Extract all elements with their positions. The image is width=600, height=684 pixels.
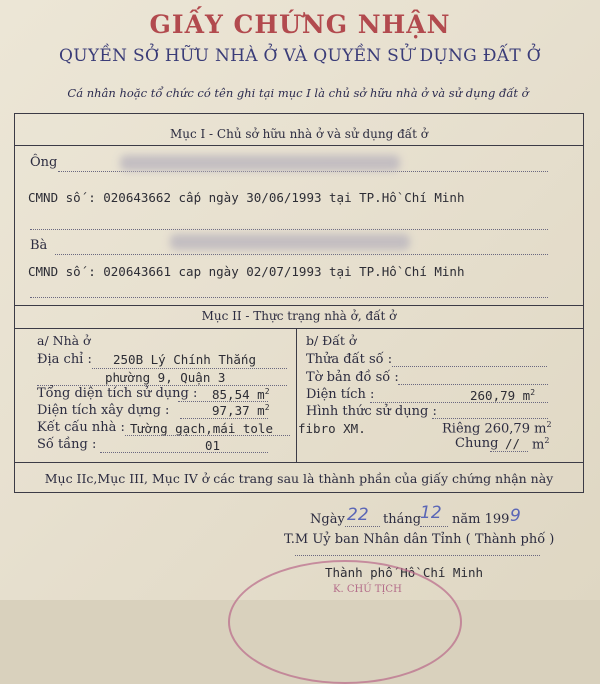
dotted-line (370, 402, 548, 403)
land-heading: b/ Đất ở (306, 333, 357, 348)
owner-2-id: CMND số : 020643661 cap ngày 02/07/1993 tại TP.Hồ Chí Minh (28, 264, 465, 279)
dotted-line (30, 229, 548, 230)
footer-note: Mục IIc,Mục III, Mục IV ở các trang sau là thành phần của giấy chứng nhận này (44, 471, 554, 486)
city-name: Thành phố Hồ Chí Minh (325, 565, 484, 580)
shared-area-unit: $m^2$ (532, 436, 550, 453)
redacted-name (170, 234, 410, 250)
address-label: Địa chỉ : (37, 352, 92, 367)
dotted-line (55, 254, 548, 255)
dotted-line (125, 435, 290, 436)
divider (14, 305, 584, 306)
year-prefix: năm 199 (452, 512, 510, 527)
date-prefix: Ngày (310, 512, 345, 527)
date-month: 12 (420, 503, 442, 523)
house-heading: a/ Nhà ở (37, 333, 91, 348)
section-2-title: Mục II - Thực trạng nhà ở, đất ở (201, 309, 397, 323)
intro-text: Cá nhân hoặc tổ chức có tên ghi tại mục I là chủ sở hữu nhà ở và sử dụng đất ở (67, 86, 529, 100)
parcel-label: Thửa đất số : (306, 352, 393, 367)
owner-1-label: Ông (30, 155, 58, 170)
divider (14, 145, 584, 146)
dotted-line (92, 368, 287, 369)
total-area-value: 85,54 $m^2$ (212, 387, 270, 403)
owner-2-label: Bà (30, 238, 48, 253)
dotted-line (490, 451, 528, 452)
floors-value: 01 (205, 438, 221, 453)
dotted-line (398, 384, 548, 385)
dotted-line (345, 526, 380, 527)
dotted-line (100, 452, 268, 453)
document-title: GIẤY CHỨNG NHẬN (149, 10, 451, 39)
land-area-label: Diện tích : (306, 387, 375, 402)
divider (14, 328, 584, 329)
floors-label: Số tầng : (37, 437, 97, 452)
dotted-line (420, 526, 448, 527)
dotted-line (58, 171, 548, 172)
address-line-2: phường 9, Quận 3 (105, 370, 226, 385)
usage-label: Hình thức sử dụng : (306, 404, 437, 419)
month-prefix: tháng (383, 512, 422, 527)
document-subtitle: QUYỀN SỞ HỮU NHÀ Ở VÀ QUYỀN SỬ DỤNG ĐẤT Ở (59, 46, 541, 66)
built-area-value: 97,37 $m^2$ (212, 403, 270, 419)
authority: T.M Uỷ ban Nhân dân Tỉnh ( Thành phố ) (284, 532, 555, 547)
dotted-line (180, 418, 268, 419)
shared-area-label: Chung (455, 436, 499, 451)
redacted-name (120, 155, 400, 171)
structure-value: Tường gạch,mái tole (130, 421, 273, 436)
map-sheet-label: Tờ bản đồ số : (306, 370, 399, 385)
structure-label: Kết cấu nhà : (37, 420, 125, 435)
official-seal (228, 560, 462, 684)
total-area-label: Tổng diện tích sử dụng : (37, 386, 198, 401)
seal-text: K. CHỦ TỊCH (333, 584, 402, 595)
structure-continued: fibro XM. (298, 421, 366, 436)
dotted-line (392, 366, 547, 367)
date-year: 9 (510, 506, 521, 526)
dotted-line (178, 401, 268, 402)
built-area-label: Diện tích xây dựng : (37, 403, 170, 418)
divider (14, 462, 584, 463)
land-area-value: 260,79 $m^2$ (470, 388, 536, 404)
dotted-line (295, 555, 540, 556)
owner-1-id: CMND số : 020643662 cấp ngày 30/06/1993 tại TP.Hồ Chí Minh (28, 190, 465, 205)
dotted-line (432, 418, 548, 419)
dotted-line (30, 297, 548, 298)
private-area: Riêng 260,79 $m^2$ (442, 420, 552, 437)
date-day: 22 (347, 505, 369, 525)
section-1-title: Mục I - Chủ sở hữu nhà ở và sử dụng đất ở (169, 127, 429, 141)
column-divider (296, 328, 297, 462)
address-line-1: 250B Lý Chính Thắng (113, 352, 256, 367)
shared-area-value: // (505, 436, 521, 451)
